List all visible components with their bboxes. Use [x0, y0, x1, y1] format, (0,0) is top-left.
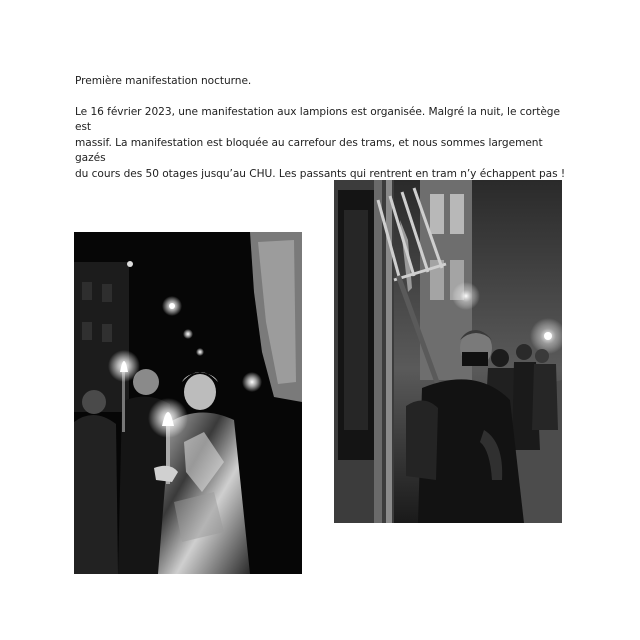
caption-line-2: massif. La manifestation est bloquée au carrefour des trams, et nous sommes largement gazés [75, 136, 543, 164]
caption-line-3: du cours des 50 otages jusqu’au CHU. Les passants qui rentrent en tram n’y échappent pas ! [75, 167, 566, 180]
photo-torch-march [74, 232, 302, 574]
caption-text [75, 74, 575, 182]
caption-line-1: Le 16 février 2023, une manifestation aux lampions est organisée. Malgré la nuit, le cortège est [75, 105, 560, 133]
caption-title: Première manifestation nocturne. [75, 75, 252, 87]
photo-torch-march-image [74, 232, 302, 574]
photo-pitchfork-protester-image [334, 180, 562, 523]
photo-pitchfork-protester [334, 180, 562, 523]
